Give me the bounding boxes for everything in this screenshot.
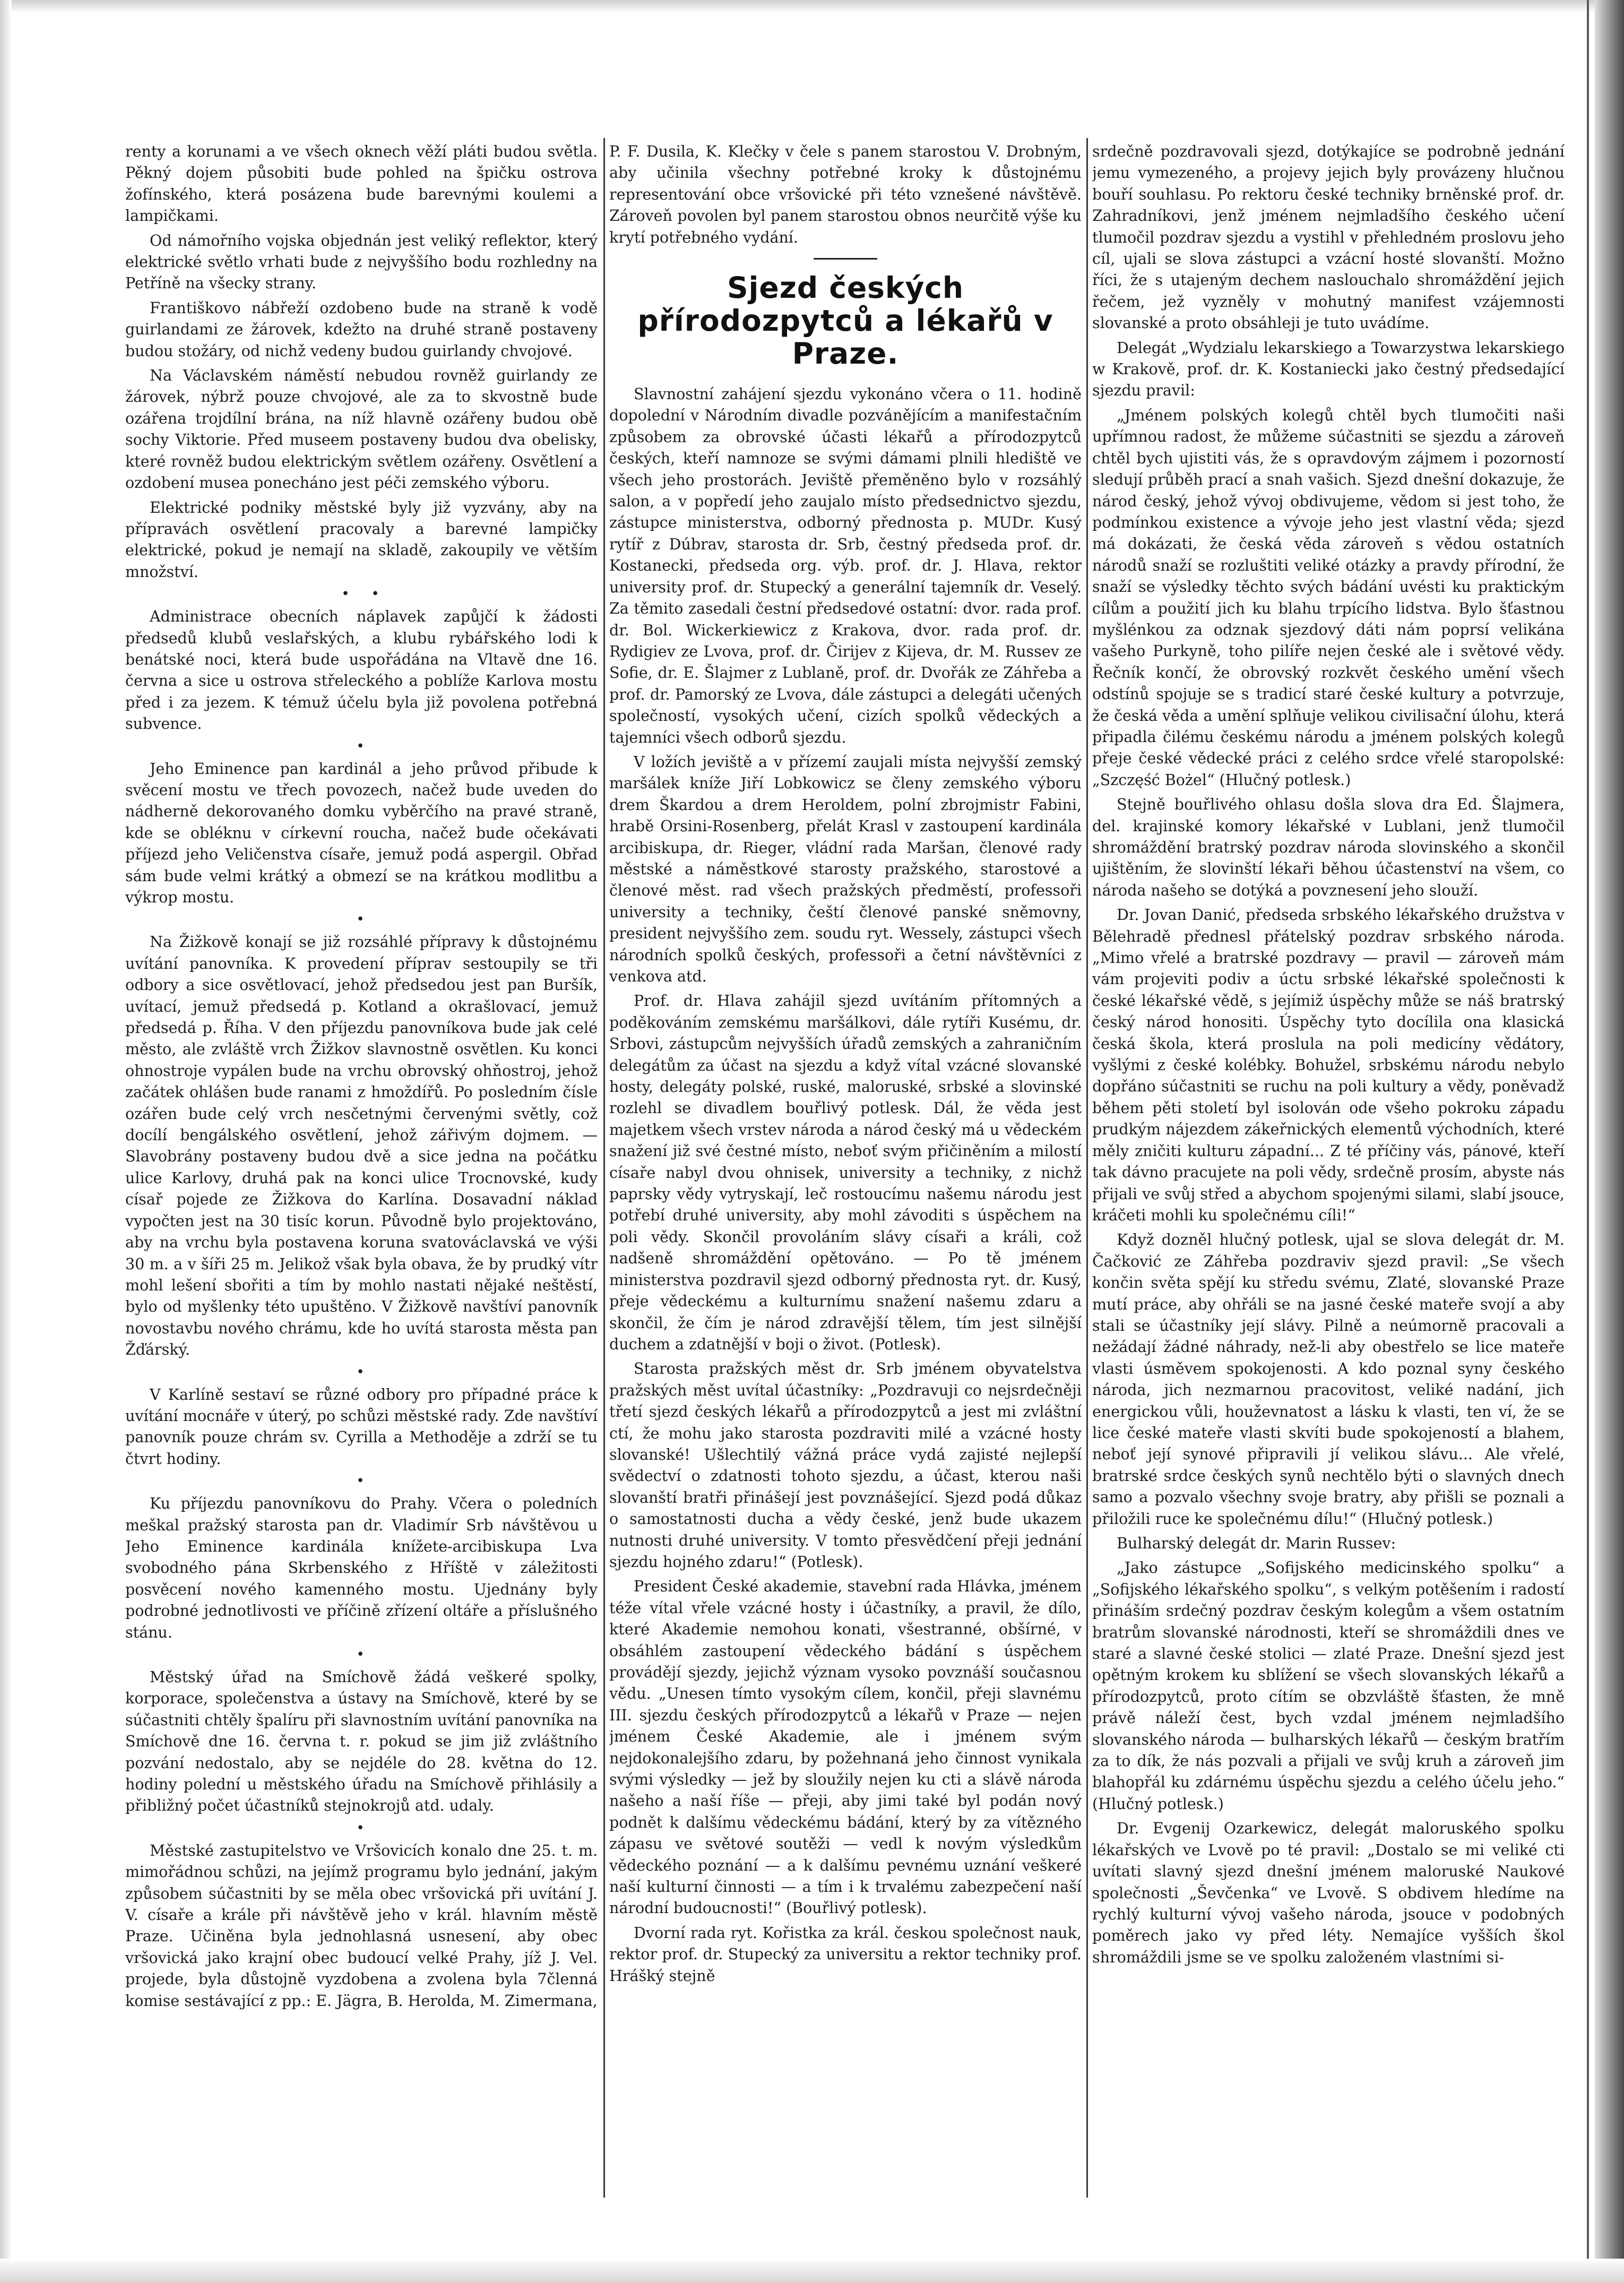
scan-edge-top [0, 0, 1624, 13]
column-rule [1086, 138, 1088, 2198]
paragraph: Slavnostní zahájení sjezdu vykonáno včera o 11. hodině dopolední v Národním divadle pozvánějícím a manifestačním způsobem za obrovské účasti lékařů a přírodozpytců českých, kteří namnoze se svými dámami plnili hlediště ve všech jeho prostorách. Jeviště přeměněno bylo v rozsáhlý salon, a v popředí jeho zaujalo místo předsednictvo sjezdu, zástupce ministerstva, odborný přednosta p. MUDr. Kusý rytíř z Dúbrav, starosta dr. Srb, čestný předseda prof. dr. Kostanecki, předseda org. výb. prof. dr. J. Hlava, rektor university prof. dr. Stupecký a generální tajemník dr. Veselý. Za těmito zasedali čestní předsedové ostatní: dvor. rada prof. dr. Bol. Wickerkiewicz z Krakova, dvor. rada prof. dr. Rydigiev ze Lvova, prof. dr. Čirijev z Kijeva, dr. M. Russev ze Sofie, dr. E. Šlajmer z Lublaně, prof. dr. Dvořák ze Záhřeba a prof. dr. Pamorský ze Lvova, dále zástupci a delegáti učených společností, vysokých učení, cizích spolků vědeckých a tajemníci všech odborů sjezdu. [609, 385, 1082, 746]
scan-edge-bottom [0, 2259, 1624, 2282]
paragraph: Stejně bouřlivého ohlasu došla slova dra Ed. Šlajmera, del. krajinské komory lékařské v Lublani, jenž tlumočil shromáždění bratrský pozdrav národa slovinského a skončil ujištěním, že slovinští lékaři běhou účastenství na všem, co národa našeho se dotýká a povznesení jeho slouží. [1092, 796, 1565, 899]
paragraph: „Jménem polských kolegů chtěl bych tlumočiti naši upřímnou radost, že můžeme súčastniti se sjezdu a zároveň chtěl bych ujistiti vás, že s opravdovým zájmem i pozorností sledují průběh prací a snah vašich. Sjezd dnešní dokazuje, že národ český, jehož vývoj obdivujeme, vědom si jest toho, že podmínkou existence a vývoje jeho jest vlastní věda; sjezd má dokázati, že česká věda zároveň s vědou ostatních národů snaží se rozluštiti veliké otázky a pravdy přírodní, že snaží se výsledky těchto svých bádání uvésti ku praktickým cílům a použití jich ku blahu trpícího lidstva. Bylo šťastnou myšlénkou za odznak sjezdový dáti nám poprsí velikána vašeho Purkyně, toho pilíře nejen české ale i světové vědy. Řečník končí, že obrovský rozkvět českého umění všech odstínů spojuje se s tradicí staré české kultury a potvrzuje, že česká věda a umění splňuje velikou civilisační úlohu, která připadla čilému českému národu a jménem polských kolegů přeje české vědecké práci z celého srdce vřelé staropolské: „Szczęść Bożel“ (Hlučný potlesk.) [1092, 406, 1565, 789]
paragraph: renty a korunami a ve všech oknech věží pláti budou světla. Pěkný dojem působiti bude pohled na špičku ostrova žofínského, která posázena bude barevnými koulemi a lampičkami. [125, 143, 598, 225]
separator-dot: • [356, 911, 367, 928]
paragraph: Od námořního vojska objednán jest veliký reflektor, který elektrické světlo vrhati bude z nejvyššího bodu rozhledny na Petříně na všecky strany. [125, 231, 598, 292]
paragraph: Delegát „Wydzialu lekarskiego a Towarzystwa lekarskiego w Krakově, prof. dr. K. Kostaniecki jako čestný předsedající sjezdu pravil: [1092, 339, 1565, 400]
paragraph: Dvorní rada ryt. Kořistka za král. českou společnost nauk, rektor prof. dr. Stupecký za universitu a rektor techniky prof. Hrášký stejně [609, 1924, 1082, 1985]
separator-dot: • [356, 738, 367, 754]
column-right [1092, 141, 1565, 2211]
paragraph: V ložích jeviště a v přízemí zaujali místa nejvyšší zemský maršálek kníže Jiří Lobkowicz se členy zemského výboru drem Škardou a drem Heroldem, polní zbrojmistr Fabini, hrabě Orsini-Rosenberg, přelát Krasl v zastoupení kardinála arcibiskupa, dr. Rieger, vládní rada Maršan, členové rady městské a náměstkové starosty pražského, starostové a členové měst. rad všech pražských předměstí, professoři university a techniky, čeští členové panské sněmovny, president nejvyššího zem. soudu ryt. Wessely, zástupci všech národních spolků českých, professoři a četní návštěvníci z venkova atd. [609, 753, 1082, 985]
paragraph: Městský úřad na Smíchově žádá veškeré spolky, korporace, společenstva a ústavy na Smíchově, které by se súčastniti chtěly špalíru při slavnostním uvítání panovníka na Smíchově dne 16. června t. r. pokud se jim již zvláštního pozvání nedostalo, aby se nejdéle do 28. května do 12. hodiny polední u městského úřadu na Smíchově přihlásily a přibližný počet účastníků stejnokrojů atd. udaly. [125, 1668, 598, 1815]
paragraph: Městské zastupitelstvo ve Vršovicích konalo dne 25. t. m. mimořádnou schůzi, na jejímž programu bylo jednání, jakým způsobem súčastniti by se měla obec vršovická při uvítání J. V. císaře a krále při návštěvě jeho v král. hlavním městě Praze. Učiněna byla jednohlasná usnesení, aby obec vršovická jako krajní obec budoucí velké Prahy, jíž J. Vel. projede, byla důstojně vyzdobena a zvolena byla 7členná komise sestávající z pp.: E. Jägra, B. Herolda, M. Zimermana, [125, 1841, 598, 2010]
paragraph: Dr. Evgenij Ozarkewicz, delegát maloruského spolku lékařských ve Lvově po té pravil: „Dostalo se mi veliké cti uvítati slavný sjezd dnešní jménem maloruské Naukové společnosti „Ševčenka“ ve Lvově. S obdivem hledíme na rychlý kulturní vývoj vašeho národa, jsouce v podobných poměrech jako vy před léty. Nemajíce vyšších škol shromáždili jsme se ve spolku založeném vlastními si- [1092, 1820, 1565, 1966]
paragraph: Starosta pražských měst dr. Srb jménem obyvatelstva pražských měst uvítal účastníky: „Pozdravuji co nejsrdečněji třetí sjezd českých lékařů a přírodozpytců a jest mi zvláštní ctí, že mohu jako starosta pozdraviti milé a vzácné hosty slovanské! Ušlechtilý vážná práce vydá zajisté nejlepší svědectví o zdatnosti tohoto sjezdu, a účast, kterou naši slovanští bratři přinášejí jest povznášející. Sjezd podá důkaz o samostatnosti ducha a vědy české, jenž bude ukazem nutnosti druhé university. V tomto přesvědčení přeji jednání sjezdu hojného zdaru!“ (Potlesk). [609, 1360, 1082, 1571]
separator-dot: • [356, 1364, 367, 1380]
paragraph: V Karlíně sestaví se různé odbory pro případné práce k uvítání mocnáře v úterý, po schůzi městské rady. Zde navštíví panovník pouze chrám sv. Cyrilla a Methoděje a zdrží se tu čtvrt hodiny. [125, 1385, 598, 1468]
section-rule [814, 258, 877, 260]
column-middle [609, 141, 1082, 2211]
scan-edge-left [0, 0, 12, 2282]
column-left [125, 141, 598, 2211]
paragraph: Administrace obecních náplavek zapůjčí k žádosti předsedů klubů veslařských, a klubu rybářského lodi k benátské noci, která bude uspořádána na Vltavě dne 16. června a sice u ostrova střeleckého a poblíže Karlova mostu před i za jezem. K témuž účelu byla již povolena potřebná subvence. [125, 608, 598, 733]
article-headline: Sjezd českých přírodozpytců a lékařů v Praze. [637, 271, 1053, 371]
paragraph: Na Žižkově konají se již rozsáhlé přípravy k důstojnému uvítání panovníka. K provedení příprav sestoupily se tři odbory a sice osvětlovací, jehož předsedou jest pan Buršík, uvítací, jemuž předsedá p. Kotland a okrašlovací, jemuž předsedá p. Říha. V den příjezdu panovníkova bude jak celé město, ale zvláště vrch Žižkov slavnostně osvětlen. Ku konci ohnostroje vypálen bude na vrchu obrovský ohňostroj, jehož začátek ohlášen bude ranami z hmoždířů. Po posledním čísle ozářen bude celý vrch nesčetnými červenými světly, což docílí bengálského osvětlení, jehož zářivým dojmem. — Slavobrány postaveny budou dvě a sice jedna na počátku ulice Karlovy, druhá pak na konci ulice Trocnovské, kudy císař pojede ze Žižkova do Karlína. Dosavadní náklad vypočten jest na 30 tisíc korun. Původně bylo projektováno, aby na vrchu byla postavena koruna svatováclavská ve výši 30 m. a v šíři 25 m. Jelikož však byla obava, že by prudký vítr mohl lešení sbořiti a tím by mohlo nastati nějaké neštěstí, bylo od myšlenky této upuštěno. V Žižkově navštíví panovník novostavbu nového chrámu, kde ho uvítá starosta města pan Žďárský. [125, 933, 598, 1359]
paragraph: Dr. Jovan Danić, předseda srbského lékařského družstva v Bělehradě přednesl přátelský pozdrav srbského národa. „Mimo vřelé a bratrské pozdravy — pravil — zároveň mám vám projeviti podiv a úctu srbské lékařské společnosti k české lékařské vědě, s jejímiž úspěchy může se náš bratrský český národ honositi. Úspěchy tyto docílila ona klasická česká škola, která proslula na poli medicíny vědátory, vyšlými z české kolébky. Bohužel, srbskému národu nebylo dopřáno súčastniti se ruchu na poli kultury a vědy, poněvadž během pěti století byl isolován ode všeho pokroku západu prudkým nájezdem zákeřnických elementů východních, které měly zničiti kulturu západní... Z té příčiny vás, pánové, kteří tak dávno pracujete na poli vědy, srdečně prosím, abyste nás přijali ve svůj střed a abychom spojenými silami, slabí jsouce, kráčeti mohli ku společnému cíli!“ [1092, 906, 1565, 1224]
separator-dot: • [356, 1473, 367, 1489]
paragraph: P. F. Dusila, K. Klečky v čele s panem starostou V. Drobným, aby učinila všechny potřebné kroky k důstojnému representování obce vršovické při této vznešené návštěvě. Zároveň povolen byl panem starostou obnos neurčitě výše ku krytí potřebného vydání. [609, 143, 1082, 246]
paragraph: Když dozněl hlučný potlesk, ujal se slova delegát dr. M. Čačković ze Záhřeba pozdraviv sjezd pravil: „Se všech končin světa spějí ku středu svému, Zlaté, slovanské Praze mutí práce, aby ohřáli se na jasné české mateře svojí a aby stali se účastníky její slávy. Pilně a neúmorně pracovali a nežádají žádné náhrady, než-li aby obestřelo se lice mateře vlasti úsměvem spokojenosti. A kdo poznal syny českého národa, jich nezmarnou pracovitost, veliké nadání, jich energickou vůli, houževnatost a lásku k vlasti, ten ví, že se lice české mateře vlasti skvíti bude spokojeností a blahem, neboť její synové připravili jí velikou slávu... Ale vřelé, bratrské srdce českých synů nechtělo býti o slavných dnech samo a pozvalo všechny svoje bratry, aby přišli se poznali a přiložili ruce ke společnému dílu!“ (Hlučný potlesk.) [1092, 1231, 1565, 1528]
separator-dots: • • [341, 586, 382, 602]
paragraph: Bulharský delegát dr. Marin Russev: [1117, 1535, 1396, 1552]
paragraph: Prof. dr. Hlava zahájil sjezd uvítáním přítomných a poděkováním zemskému maršálkovi, dále rytíři Kusému, dr. Srbovi, zástupcům nejvyšších úřadů zemských a zahraničním delegátům za účast na sjezdu a když vítal vzácné slovanské hosty, delegáty polské, ruské, maloruské, srbské a slovinské rozlehl se divadlem bouřlivý potlesk. Dál, že věda jest majetkem všech vrstev národa a národ český má u vědeckém snažení již své čestné místo, neboť svým přičiněním a milostí císaře nabyl dvou ohnisek, university a techniky, z nichž paprsky vědy vytryskají, leč rostoucímu našemu národu jest potřebí druhé university, aby mohl závoditi s úspěchem na poli vědy. Skončil provoláním slávy císaři a králi, což nadšeně shromáždění opětováno. — Po tě jménem ministerstva pozdravil sjezd odborný přednosta ryt. dr. Kusý, přeje vědeckému a kulturnímu snažení našemu zdaru a skončil, že čím je národ zdravější tělem, tím jest silnější duchem a zdatnější v boji o život. (Potlesk). [609, 992, 1082, 1353]
paragraph: Františkovo nábřeží ozdobeno bude na straně k vodě guirlandami ze žárovek, kdežto na druhé straně postaveny budou stožáry, od nichž vedeny budou guirlandy chvojové. [125, 299, 598, 360]
scan-edge-right [1595, 0, 1624, 2282]
paragraph: President České akademie, stavební rada Hlávka, jménem téže vítal vřele vzácné hosty i účastníky, a pravil, že dílo, které Akademie nemohou konati, všestranné, obšírné, v obsáhlém zastoupení vědeckého bádání s úspěchem provádějí sjezdy, jejichž význam vysoko povznáší současnou vědu. „Unesen tímto vysokým cílem, končil, přeji slavnému III. sjezdu českých přírodozpytců a lékařů v Praze — nejen jménem České Akademie, ale i jménem svým nejdokonalejšího zdaru, by požehnaná jeho činnost vynikala svými výsledky — jež by sloužily nejen ku cti a slávě národa našeho a naší říše — přeji, aby jimi také byl podán nový podnět k dalšímu vědeckému bádání, který by za vítězného zápasu ve světové soutěži — vedl k novým výsledkům vědeckého poznání — a k dalšímu pevnému uznání veškeré naší kulturní činnosti — a tím i k trvalému zabezpečení naší národní budoucnosti!“ (Bouřlivý potlesk). [609, 1578, 1082, 1917]
paragraph: Jeho Eminence pan kardinál a jeho průvod přibude k svěcení mostu ve třech povozech, načež bude uveden do nádherně dekorovaného domku vyběrčího na pravé straně, kde se obléknu v církevní roucha, načež bude očekávati příjezd jeho Veličenstva císaře, jemuž podá aspergil. Obřad sám bude velmi krátký a obmezí se na krátkou modlitbu a výkrop mostu. [125, 760, 598, 906]
paragraph: Na Václavském náměstí nebudou rovněž guirlandy ze žárovek, nýbrž pouze chvojové, ale za to skvostně bude ozářena trojdílní brána, na níž hlavně ozářeny budou obě sochy Viktorie. Před museem postaveny budou dva obelisky, které rovněž budou elektrickým světlem ozářeny. Osvětlení a ozdobení musea ponecháno jest péči zemského výboru. [125, 367, 598, 492]
separator-dot: • [356, 1820, 367, 1836]
column-rule [603, 138, 605, 2198]
scan-edge-line [1587, 0, 1589, 2282]
paragraph: Ku příjezdu panovníkovu do Prahy. Včera o poledních meškal pražský starosta pan dr. Vladimír Srb návštěvou u Jeho Eminence kardinála knížete-arcibiskupa Lva svobodného pána Skrbenského z Hříště v záležitosti posvěcení nového kamenného mostu. Ujednány byly podrobné jednotlivosti ve příčině zřízení oltáře a příslušného stánu. [125, 1495, 598, 1641]
paragraph: Elektrické podniky městské byly již vyzvány, aby na přípravách osvětlení pracovaly a barevné lampičky elektrické, pokud je nemají na skladě, zakoupily ve větším množství. [125, 498, 598, 581]
paragraph: srdečně pozdravovali sjezd, dotýkajíce se podrobně jednání jemu vymezeného, a projevy jejich byly provázeny hlučnou bouří souhlasu. Po rektoru české techniky brněnské prof. dr. Zahradníkovi, jenž jménem nejmladšího českého učení tlumočil pozdrav sjezdu a vystihl v přehledném proslovu jeho cíl, ujali se slova zástupci a vzácní hosté slovanští. Možno říci, že s utajeným dechem naslouchalo shromáždění jejich řečem, jež vyzněly v mohutný manifest vzájemnosti slovanské a proto obsáhleji je tuto uvádíme. [1092, 143, 1565, 332]
separator-dot: • [356, 1647, 367, 1663]
paragraph: „Jako zástupce „Sofijského medicinského spolku“ a „Sofijského lékařského spolku“, s velkým potěšením i radostí přináším srdečný pozdrav českým kolegům a všem ostatním bratrům slovanské národnosti, kteří se shromáždili dnes ve staré a slavné české stolici — zlaté Praze. Dnešní sjezd jest opětným krokem ku sblížení se všech slovanských lékařů a přírodozpytců, proto cítím se obzvláště šťasten, že mně právě náleží čest, bych vzdal jménem nejmladšího slovanského národa — bulharských lékařů — českým bratřím za to dík, že nás pozvali a přijali ve svůj kruh a zároveň jim blahopřál ku zdárnému úspěchu sjezdu a celého účelu jeho.“ (Hlučný potlesk.) [1092, 1559, 1565, 1813]
